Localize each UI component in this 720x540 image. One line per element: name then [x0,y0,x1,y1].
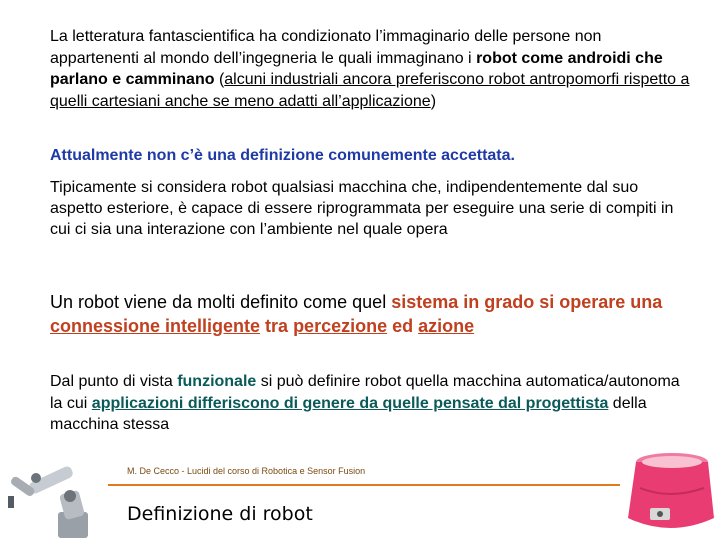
industrial-robot-arm-photo [0,452,100,540]
p4-action: azione [418,316,475,336]
p4-perception: percezione [293,316,388,336]
p5-text-1: Dal punto di vista [50,373,178,390]
pink-domestic-robot-photo [620,448,720,540]
p1-underlined-note: alcuni industriali ancora preferiscono robot antropomorfi rispetto a quelli cartesiani anche se meno adatti all’applicazione [50,71,690,110]
paragraph-fiction [50,26,690,112]
p1-bold-androids: robot come androidi che parlano e camminano [50,49,663,88]
p1-text-2: ( [214,71,225,88]
paragraph-functional [50,371,690,436]
paragraph-typical-definition: Tipicamente si considera robot qualsiasi macchina che, indipendentemente dal suo aspetto esteriore, è capace di essere riprogrammata per eseguire una serie di compiti in cui ci sia una interazione con l’ambiente nel quale opera [50,179,674,238]
p4-text-1: Un robot viene da molti definito come quel [50,292,392,312]
p5-applications: applicazioni differiscono di genere da quelle pensate dal progettista [91,394,609,412]
p5-functional: funzionale [177,373,257,390]
paragraph-no-definition: Attualmente non c’è una definizione comunemente accettata. [50,147,515,164]
p4-connection: connessione intelligente [50,316,261,336]
slide-title: Definizione di robot [127,503,313,525]
p1-text-3: ) [430,92,437,110]
p5-text-2: si può definire robot quella macchina automatica/autonoma la cui [50,373,680,412]
footer-credit: M. De Cecco - Lucidi del corso di Robotica e Sensor Fusion [127,466,366,476]
footer-divider [108,484,620,486]
p1-text-1: La letteratura fantascientifica ha condizionato l’immaginario delle persone non appartenenti al mondo dell’ingegneria le quali immaginano i [50,28,602,67]
p4-ed: ed [387,316,419,336]
paragraph-system-definition [50,290,690,338]
p4-tra: tra [260,316,294,336]
p5-text-3: della macchina stessa [50,394,647,433]
p4-red-system: sistema in grado si operare una [391,292,663,312]
